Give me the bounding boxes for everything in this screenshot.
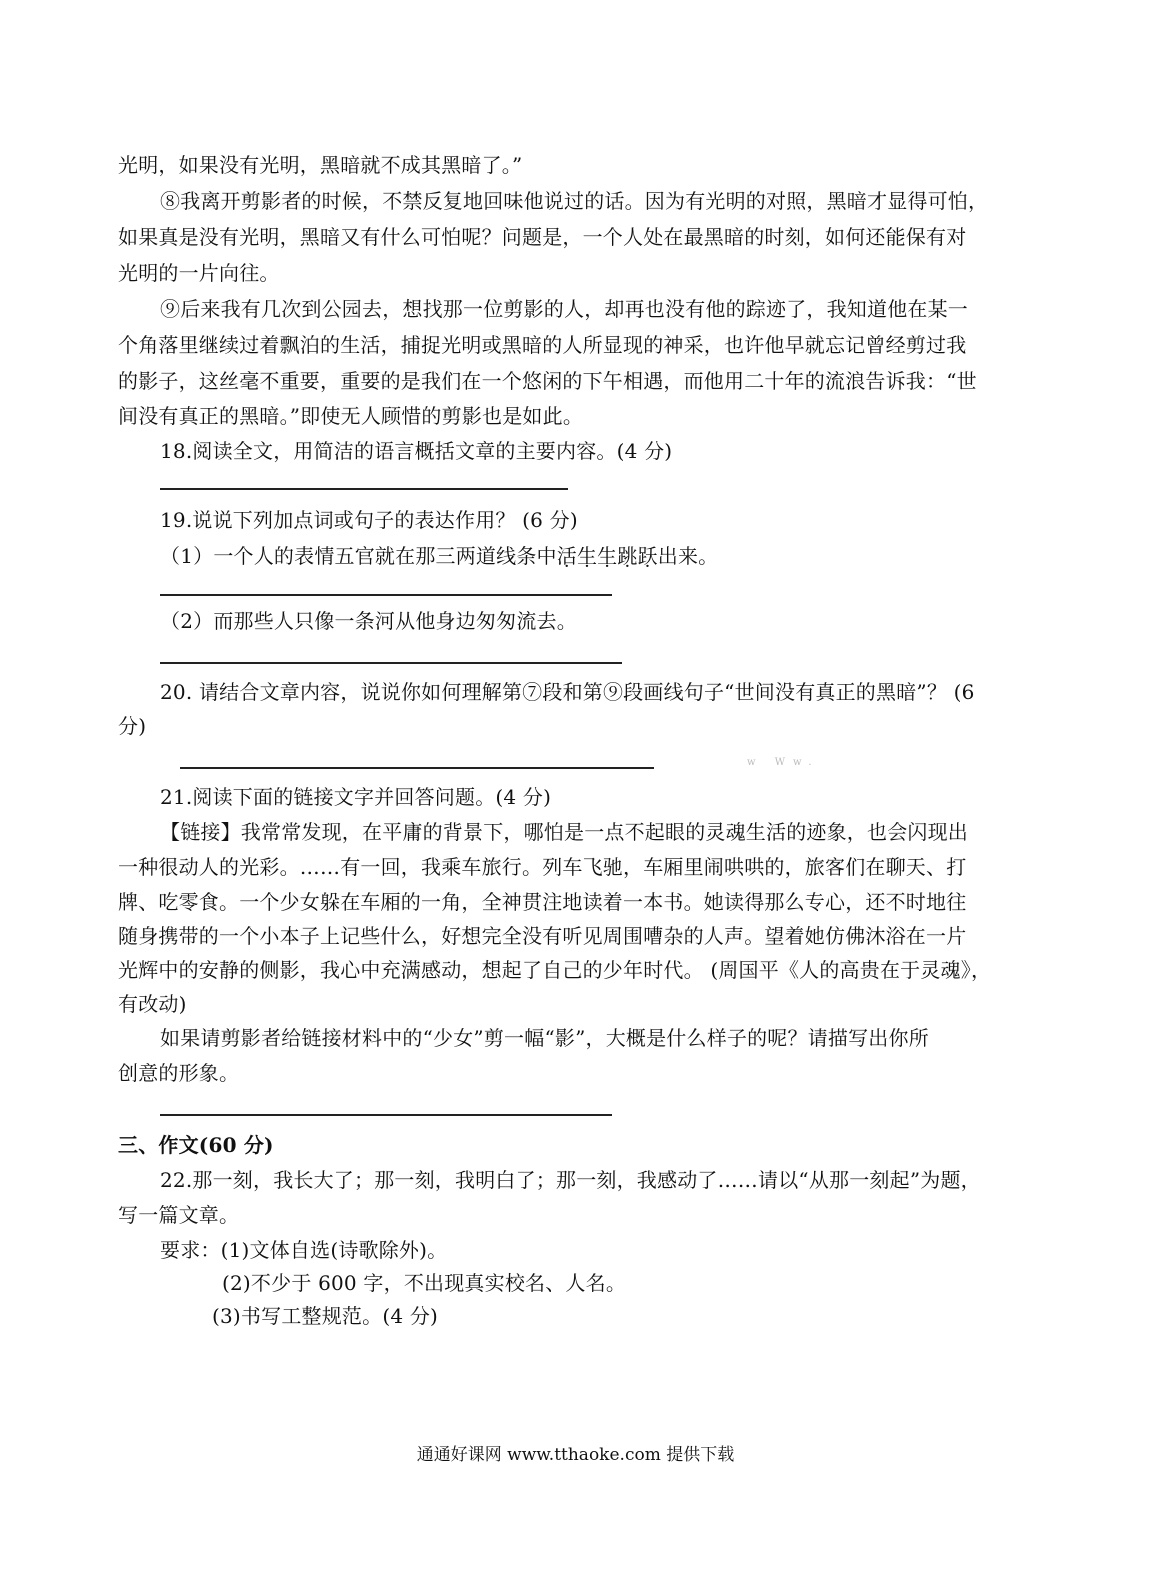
question-19-1-text-end: 出来。 bbox=[657, 544, 719, 568]
body-line: 光明，如果没有光明，黑暗就不成其黑暗了。” bbox=[118, 153, 523, 177]
question-19-1 bbox=[160, 542, 718, 570]
link-passage-line: 光辉中的安静的侧影，我心中充满感动，想起了自己的少年时代。 (周国平《人的高贵在于灵魂》， bbox=[118, 958, 992, 982]
answer-line-20 bbox=[180, 767, 654, 769]
paragraph-9-line: 个角落里继续过着飘泊的生活，捕捉光明或黑暗的人所显现的神采，也许他早就忘记曾经剪过我 bbox=[118, 333, 967, 357]
answer-line-21 bbox=[160, 1114, 612, 1116]
paragraph-9-line: ⑨后来我有几次到公园去，想找那一位剪影的人，却再也没有他的踪迹了，我知道他在某一 bbox=[160, 297, 968, 321]
link-passage-line: 一种很动人的光彩。……有一回，我乘车旅行。列车飞驰，车厢里闹哄哄的，旅客们在聊天、打 bbox=[118, 855, 967, 879]
paragraph-8-line: 如果真是没有光明，黑暗又有什么可怕呢？问题是，一个人处在最黑暗的时刻，如何还能保有对 bbox=[118, 225, 967, 249]
answer-line-19-2 bbox=[160, 662, 622, 664]
link-passage-line: 【链接】我常常发现，在平庸的背景下，哪怕是一点不起眼的灵魂生活的迹象，也会闪现出 bbox=[160, 820, 968, 844]
dotted-char: 跃 bbox=[637, 544, 658, 568]
link-passage-line: 有改动) bbox=[118, 992, 187, 1016]
question-19: 19.说说下列加点词或句子的表达作用？ (6 分) bbox=[160, 508, 578, 532]
paragraph-9-line: 间没有真正的黑暗。”即使无人顾惜的剪影也是如此。 bbox=[118, 404, 584, 428]
answer-line-18 bbox=[160, 488, 568, 490]
question-19-2: （2）而那些人只像一条河从他身边匆匆流去。 bbox=[160, 609, 577, 633]
page-footer: 通通好课网 www.tthaoke.com 提供下载 bbox=[416, 1445, 735, 1465]
dotted-char: 生 bbox=[576, 544, 598, 568]
essay-prompt: 22.那一刻，我长大了；那一刻，我明白了；那一刻，我感动了……请以“从那一刻起”为题， bbox=[160, 1168, 981, 1192]
essay-requirement: (2)不少于 600 字，不出现真实校名、人名。 bbox=[222, 1271, 627, 1295]
watermark-text: w Ww. bbox=[747, 757, 820, 768]
dotted-char: 跳 bbox=[617, 544, 638, 568]
essay-requirement: 要求：(1)文体自选(诗歌除外)。 bbox=[160, 1238, 448, 1262]
question-18: 18.阅读全文，用简洁的语言概括文章的主要内容。(4 分) bbox=[160, 439, 673, 463]
paragraph-8-line: ⑧我离开剪影者的时候，不禁反复地回味他说过的话。因为有光明的对照，黑暗才显得可怕， bbox=[160, 189, 989, 213]
essay-requirement: (3)书写工整规范。(4 分) bbox=[212, 1304, 439, 1328]
question-21-prompt-cont: 创意的形象。 bbox=[118, 1061, 240, 1085]
question-21: 21.阅读下面的链接文字并回答问题。(4 分) bbox=[160, 785, 552, 809]
question-20: 20. 请结合文章内容，说说你如何理解第⑦段和第⑨段画线句子“世间没有真正的黑暗”？ (6 bbox=[160, 680, 975, 704]
answer-line-19-1 bbox=[160, 594, 612, 596]
paragraph-8-line: 光明的一片向往。 bbox=[118, 261, 280, 285]
dotted-char: 活 bbox=[556, 544, 577, 568]
question-20-cont: 分) bbox=[118, 714, 147, 738]
question-21-prompt: 如果请剪影者给链接材料中的“少女”剪一幅“影”，大概是什么样子的呢？请描写出你所 bbox=[160, 1026, 929, 1050]
essay-prompt-cont: 写一篇文章。 bbox=[118, 1203, 240, 1227]
question-19-1-text: （1）一个人的表情五官就在那三两道线条中 bbox=[160, 544, 557, 568]
link-passage-line: 牌、吃零食。一个少女躲在车厢的一角，全神贯注地读着一本书。她读得那么专心，还不时地往 bbox=[118, 890, 967, 914]
dotted-char: 生 bbox=[597, 544, 618, 568]
paragraph-9-line: 的影子，这丝毫不重要，重要的是我们在一个悠闲的下午相遇，而他用二十年的流浪告诉我：“世 bbox=[118, 369, 977, 393]
link-passage-line: 随身携带的一个小本子上记些什么，好想完全没有听见周围嘈杂的人声。望着她仿佛沐浴在一片 bbox=[118, 924, 967, 948]
essay-heading: 三、作文(60 分) bbox=[118, 1133, 274, 1157]
